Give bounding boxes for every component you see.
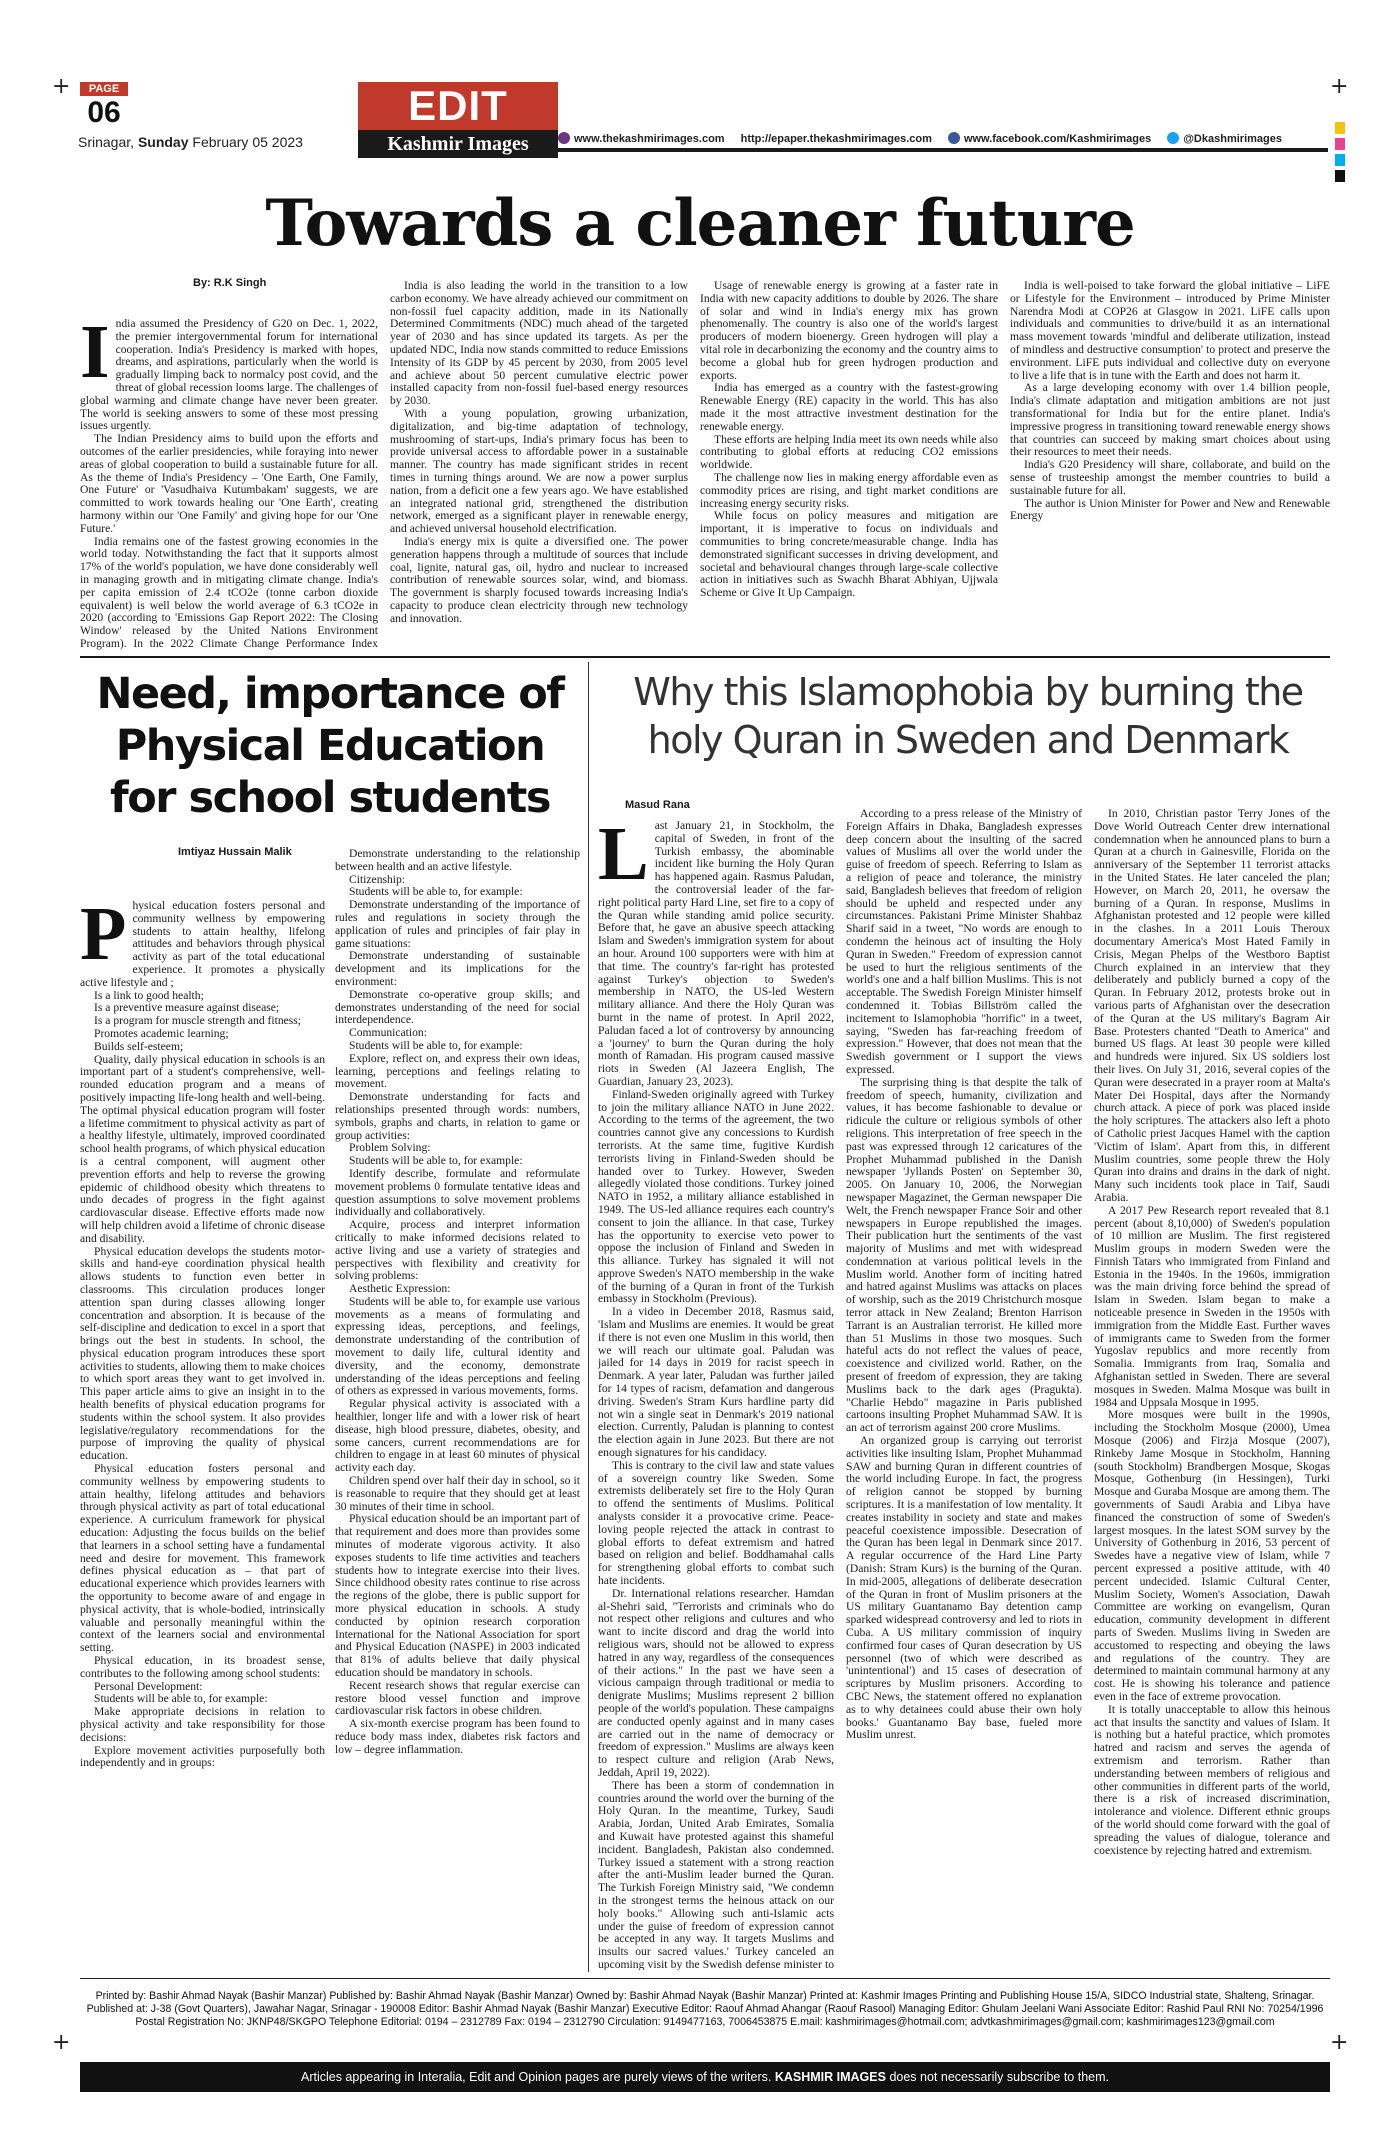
page-number: 06 — [87, 96, 121, 129]
article2-headline: Need, importance of Physical Education for school students — [96, 669, 564, 823]
article1-col1: India assumed the Presidency of G20 on Dec. 1, 2022, the premier intergovernmental forum for international cooperation. India's Presidency is marked with hopes, dreams, and aspirations, particularly when the world is gradually limping back to normalcy post covid, and the threat of global recession looms large. The challenges of global warming and climate change have never been greater. The world is seeking answers to some of these most pressing issues urgently. The Indian Presidency aims to build upon the efforts and outcomes of the earlier presidencies, while foraying into newer areas of global cooperation to build a sustainable future for all. As the theme of India's Presidency – 'One Earth, One Family, One Future' or 'Vasudhaiva Kutumbakam' suggests, we are committed to work towards healing our 'One Earth', creating harmony within our 'One Family' and giving hope for our 'One Future.' India remains one of the fastest growing economies in the world today. Notwithstanding the fact that it supports almost 17% of the world's population, we have done considerably well in managing growth and in mitigating climate change. India's per capita emission of 2.4 tCO2e (tonne carbon dioxide equivalent) is well below the world average of 6.3 tCO2e in 2020 (according to 'Emissions Gap Report 2022: The Closing Window' released by the United Nations Environment Program). In the 2022 Climate Change Performance Index — [80, 318, 378, 650]
color-registration-bar — [1335, 122, 1345, 186]
color-swatch-black — [1335, 170, 1345, 182]
article1-dropcap: I — [80, 318, 110, 394]
article3-col2: According to a press release of the Ministry of Foreign Affairs in Dhaka, Bangladesh expresses deep concern about the insulting of the sacred values of Muslims all over the world under the guise of freedom of speech. Referring to Islam as a religion of peace and tolerance, the ministry said, Bangladesh believes that freedom of religion should be upheld and respected under any circumstances. Pakistani Prime Minister Shahbaz Sharif said in a tweet, "No words are enough to condemn the heinous act of insulting the Holy Quran in Sweden." Freedom of expression cannot be used to hurt the religious sentiments of the world's one and a half billion Muslims. This is not acceptable. The Swedish Foreign Minister himself condemned it. Tobias Billström called the incitement to Islamophobia "horrific" in a tweet, saying, "Sweden has far-reaching freedom of expression." However, that does not mean that the Swedish government or I support the views expressed. The surprising thing is that despite the talk of freedom of speech, humanity, civilization and values, it has become fashionable to devalue or ridicule the culture or religious symbols of other religions. This interpretation of free speech in the past was expressed through 12 caricatures of the Prophet Muhammad published in the Danish newspaper 'Jyllands Posten' on September 30, 2005. On January 10, 2006, the Norwegian newspaper Magazinet, the German newspaper Die Welt, the French newspaper France Soir and other newspapers in Europe republished the images. Their publication hurt the sentiments of the vast majority of Muslims and met with widespread condemnation at various political levels in the Muslim world. Another form of inciting hatred and hatred against Muslims was attacks on places of worship, such as the 2019 Christchurch mosque terror attack in New Zealand; Brenton Harrison Tarrant is an Australian terrorist. He killed more than 51 Muslims in those two mosques. Such hateful acts do not reflect the values of peace, coexistence and civilized world. Rather, on the present of freedom of expression, they are taking Muslims back to the dark ages (Pragukta). "Charlie Hebdo" magazine in Paris published cartoons insulting Prophet Muhammad SAW. It is an act of terrorism against 200 crore Muslims. An organized group is carrying out terrorist activities like insulting Islam, Prophet Muhammad SAW and burning Quran in different countries of the world including Europe. In fact, the progress of religion cannot be stopped by burning scriptures. It is a manifestation of low mentality. It creates instability in society and state and makes peaceful coexistence impossible. Desecration of the Quran has been legal in Denmark since 2017. A regular occurrence of the Hard Line Party (Danish: Stram Kurs) is the burning of the Quran. In mid-2005, allegations of deliberate desecration of the Quran in front of Muslim prisoners at the US military Guantanamo Bay detention camp sparked widespread controversy and led to riots in Cuba. A US military commission of inquiry confirmed four cases of Quran desecration by US personnel (two of which were described as 'unintentional') and 15 cases of desecration of scriptures by Muslim prisoners. According to CBC News, the statement offered no explanation as to why detainees could abuse their own holy books.' Guantanamo Bay base, fueled more Muslim unrest. — [846, 808, 1082, 1742]
masthead-rule — [558, 148, 1328, 152]
masthead-links — [558, 132, 1328, 145]
facebook-link[interactable]: www.facebook.com/Kashmirimages — [948, 132, 1151, 145]
color-swatch-yellow — [1335, 122, 1345, 134]
website-link[interactable]: www.thekashmirimages.com — [558, 132, 725, 145]
date-day: Sunday — [137, 134, 189, 150]
imprint — [80, 1990, 1330, 2029]
crop-mark-bottom-right: + — [1330, 2030, 1349, 2055]
twitter-icon — [1167, 132, 1179, 144]
article1-col3: Usage of renewable energy is growing at a faster rate in India with new capacity additions to double by 2026. The share of solar and wind in India's energy mix has grown phenomenally. The country is also one of the world's largest producers of modern bioenergy. Green hydrogen will play a vital role in decarbonizing the economy and the country aims to become a global hub for green hydrogen production and exports. India has emerged as a country with the fastest-growing Renewable Energy (RE) capacity in the world. This has also made it the most attractive investment destination for the renewable energy. These efforts are helping India meet its own needs while also contributing to global efforts at reducing CO2 emissions worldwide. The challenge now lies in making energy affordable even as commodity prices are rising, and tight market conditions are increasing energy security risks. While focus on policy measures and mitigation are important, it is imperative to focus on individuals and communities to bring concrete/measurable change. India has demonstrated significant successes in driving development, and societal and behavioural changes through large-scale collective action in initiatives such as Swachh Bharat Abhiyan, Ujjwala Scheme or Give It Up Campaign. — [700, 280, 998, 600]
crop-mark-bottom-left: + — [52, 2030, 71, 2055]
article1-headline: Towards a cleaner future — [265, 186, 1135, 261]
date-prefix: Srinagar, — [78, 134, 138, 150]
article1-col2: India is also leading the world in the transition to a low carbon economy. We have already achieved our commitment on non-fossil fuel capacity addition, made in its Nationally Determined Commitments (NDC) much ahead of the targeted year of 2030 and has since updated its targets. As per the updated NDC, India now stands committed to reduce Emissions Intensity of its GDP by 45 percent by 2030, from 2005 level and achieve about 50 percent cumulative electric power installed capacity from non-fossil fuel-based energy resources by 2030. With a young population, growing urbanization, digitalization, and big-time adaptation of technology, mushrooming of start-ups, India's primary focus has been to provide universal access to affordable power in a sustainable manner. The country has made significant strides in recent times in turning things around. We are now a power surplus nation, from a deficit one a few years ago. We have established an integrated national grid, strengthened the distribution network, emerged as a significant player in renewable energy, and achieved universal household electrification. India's energy mix is quite a diversified one. The power generation happens through a multitude of sources that include coal, lignite, natural gas, oil, hydro and nuclear to increased contribution of renewable sources solar, wind, and biomass. The government is sharply focused towards increasing India's capacity to produce clean electricity through new technology and innovation. — [390, 280, 688, 625]
globe-icon — [558, 132, 570, 144]
disclaimer-brand: KASHMIR IMAGES — [774, 2070, 886, 2084]
article1-col4: India is well-poised to take forward the global initiative – LiFE or Lifestyle for the Environment – introduced by Prime Minister Narendra Modi at COP26 at Glasgow in 2021. LiFE calls upon individuals and communities to drive/build it as an international mass movement towards 'mindful and deliberate utilization, instead of mindless and destructive consumption' to protect and preserve the environment. LiFE puts individual and collective duty on everyone to live a life that is in tune with the Earth and does not harm it. As a large developing economy with over 1.4 billion people, India's climate adaptation and mitigation ambitions are not just transformational for India but for the entire planet. India's impressive progress in transitioning toward renewable energy shows that countries can succeed by making smart choices about using their resources to meet their needs. India's G20 Presidency will share, collaborate, and build on the sense of trusteeship amongst the member countries to build a sustainable future for all. The author is Union Minister for Power and New and Renewable Energy — [1010, 280, 1330, 523]
article2-col2: Demonstrate understanding to the relationship between health and an active lifestyle. Citizenship: Students will be able to, for example: Demonstrate understanding of the importance of rules and regulations in society through the application of rules and principles of fair play in game situations: Demonstrate understanding of sustainable development and its implications for the environment: Demonstrate co-operative group skills; and demonstrates understanding of the need for social interdependence. Communication: Students will be able to, for example: Explore, reflect on, and express their own ideas, learning, perceptions and feelings relating to movement. Demonstrate understanding for facts and relationships presented through words: numbers, symbols, graphs and charts, in relation to game or group activities: Problem Solving: Students will be able to, for example: Identify describe, formulate and reformulate movement problems 0 formulate tentative ideas and question assumptions to solve movement problems individually and collaboratively. Acquire, process and interpret information critically to make informed decisions related to active living and use a variety of strategies and perspectives with flexibility and creativity for solving problems: Aesthetic Expression: Students will be able to, for example use various movements as a means of formulating and expressing ideas, perceptions, and feelings, demonstrate understanding of the contribution of movement to daily life, cultural identity and diversity, and the economy, demonstrate understanding of the ideas perceptions and feeling of others as expressed in various movements, forms. Regular physical activity is associated with a healthier, longer life and with a lower risk of heart disease, high blood pressure, diabetes, obesity, and some cancers, current recommendations are for children to engage in at least 60 minutes of physical activity each day. Children spend over half their day in school, so it is reasonable to require that they should get at least 30 minutes of their time in school. Physical education should be an important part of that requirement and does more than provides some minutes of moderate vigorous activity. It also exposes students to life time activities and teachers students how to integrate exercise into their lives. Since childhood obesity rates continue to rise across the regions of the globe, there is public support for more physical education in schools. A study conducted by opinion research corporation International for the National Association for sport and Physical Education (NASPE) in 2003 indicated that 81% of adults believe that daily physical education should be mandatory in schools. Recent research shows that regular exercise can restore blood vessel function and improve cardiovascular risk factors in obese children. A six-month exercise program has been found to reduce body mass index, diabetes risk factors and low – degree inflammation. — [335, 848, 580, 1756]
article1-byline: By: R.K Singh — [193, 277, 267, 289]
article2-col1: Physical education fosters personal and community wellness by empowering students to attain healthy, lifelong attitudes and behaviors through physical activity as part of the total educational experience. It promotes a physically active lifestyle and ; Is a link to good health; Is a preventive measure against disease; Is a program for muscle strength and fitness; Promotes academic learning; Builds self-esteem; Quality, daily physical education in schools is an important part of a student's comprehensive, well-rounded education program and a means of positively impacting life-long health and well-being. The optimal physical education program will foster a lifetime commitment to physical activity as part of a healthy lifestyle, ultimately, improved coordinated school health programs, of which physical education is a central component, will augment other prevention efforts and help to reverse the growing epidemic of childhood obesity which threatens to undo decades of progress in the fight against cardiovascular disease. Effective efforts made now will help children avoid a lifetime of chronic disease and disability. Physical education develops the students motor-skills and hand-eye coordination physical health allows students to function even better in classrooms. This circulation produces longer attention span during classes allowing longer concentration and absorption. It is because of the self-discipline and dedication to excel in a sport that brings out the best in students. In school, the physical education program introduces these sport activities to students, allowing them to make choices to which sport areas they want to get involved in. This paper article aims to give an insight in to the health benefits of physical education programs for students within the school system. It also provides legislative/regulatory recommendations for the purpose of improving the quality of physical education. Physical education fosters personal and community wellness by empowering students to attain healthy, lifelong attitudes and behaviors through physical activity as part of total educational experience. A curriculum framework for physical education: Adjusting the focus builds on the belief that learners in a school setting have a fundamental need and desire for movement. This framework defines physical education as – that part of educational experience which provides learners with the opportunity to become aware of and engage in physical activity, that is whole-bodied, intrinsically valuable and personally meaningful within the context of the learners social and environmental setting. Physical education, in its broadest sense, contributes to the following among school students: Personal Development: Students will be able to, for example: Make appropriate decisions in relation to physical activity and take responsibility for those decisions: Explore movement activities purposefully both independently and in groups: — [80, 900, 325, 1770]
color-swatch-cyan — [1335, 154, 1345, 166]
epaper-link[interactable]: http://epaper.thekashmirimages.com — [740, 132, 932, 145]
section-divider — [80, 656, 1330, 658]
dateline — [78, 134, 303, 150]
article2-byline: Imtiyaz Hussain Malik — [178, 846, 292, 858]
section-logo — [358, 82, 558, 162]
color-swatch-magenta — [1335, 138, 1345, 150]
column-divider — [588, 662, 589, 1972]
article3-byline: Masud Rana — [625, 799, 690, 811]
page-number-tag — [80, 82, 128, 130]
disclaimer-bar: Articles appearing in Interalia, Edit and Opinion pages are purely views of the writers. KASHMIR IMAGES does not necessarily subscribe to them. — [80, 2062, 1330, 2092]
crop-mark-top-left: + — [52, 74, 71, 99]
imprint-line-1: Printed by: Bashir Ahmad Nayak (Bashir Manzar) Published by: Bashir Ahmad Nayak (Bashir Manzar) Owned by: Bashir Ahmad Nayak (Bashir Manzar) Printed at: Kashmir Images Printing and Publishing House 15/A, SIDCO Industrial state, Shalteng, Srinagar. — [95, 1990, 1315, 2002]
article2-dropcap: P — [80, 900, 127, 976]
article3-col1: Last January 21, in Stockholm, the capital of Sweden, in front of the Turkish embassy, the abominable incident like burning the Holy Quran has happened again. Rasmus Paludan, the controversial leader of the far-right political party Hard Line, set fire to a copy of the Quran while standing amid police security. Before that, he gave an abusive speech attacking Islam and Sweden's immigration system for about an hour. Around 100 supporters were with him at that time. The country's far-right has protested against Turkey's objection to Sweden's membership in NATO, the US-led Western military alliance. And there the Holy Quran was burnt in the name of protest. In April 2022, Paludan faced a lot of controversy by announcing a 'journey' to burn the Quran during the holy month of Ramadan. His program caused massive riots in Sweden (Al Jazeera English, The Guardian, January 23, 2023). Finland-Sweden originally agreed with Turkey to join the military alliance NATO in June 2022. According to the terms of the agreement, the two countries cannot give any concessions to Kurdish terrorists. At the same time, fugitive Kurdish terrorists living in Finland-Sweden should be handed over to Turkey. However, Sweden allegedly violated those conditions. Turkey joined NATO in 1952, a military alliance established in 1949. The US-led alliance requires each country's consent to join the alliance. In that case, Turkey has the opportunity to exercise veto power to oppose the inclusion of Finland and Sweden in this alliance. Turkey has signaled it will not approve Sweden's NATO membership in the wake of the burning of a Quran in front of the Turkish embassy in Stockholm (Previous). In a video in December 2018, Rasmus said, 'Islam and Muslims are enemies. It would be great if there is not even one Muslim in this world, then we will reach our ultimate goal. Paludan was jailed for 14 days in 2019 for racist speech in Denmark. A year later, Paludan was further jailed for 14 types of racism, defamation and dangerous driving. Sweden's Stram Kurs hardline party did not win a single seat in Denmark's 2019 national election. Currently, Paludan is planning to contest the election again in June 2023. But there are not enough signatures for his candidacy. This is contrary to the civil law and state values of a sovereign country like Sweden. Some extremists deliberately set fire to the Holy Quran to offend the sentiments of Muslims. Political analysts consider it a provocative crime. Peace-loving people rejected the attack in contrast to global efforts to defeat extremism and hatred based on religion and belief. Boddhamahal calls for strengthening global efforts to combat such hate incidents. Dr. International relations researcher. Hamdan al-Shehri said, "Terrorists and criminals who do not respect other religions and cultures and who want to incite discord and drag the world into religious wars, should not be allowed to express hatred in any way, regardless of the consequences of their actions." In the past we have seen a vicious campaign through traditional or media to denigrate Muslims; Muslims represent 2 billion people of the world's population. These campaigns are conducted openly against and in many cases are carried out in the name of democracy or freedom of expression." Muslims are always keen to respect culture and religion (Arab News, Jeddah, April 19, 2022). There has been a storm of condemnation in countries around the world over the burning of the Holy Quran. In the meantime, Turkey, Saudi Arabia, Jordan, United Arab Emirates, Somalia and Kuwait have protested against this shameful incident. Bangladesh, Pakistan also condemned. Turkey issued a statement with a strong reaction after the anti-Muslim leader burned the Quran. The Turkish Foreign Ministry said, "We condemn in the strongest terms the heinous attack on our holy books." Allowing such anti-Islamic acts under the guise of freedom of expression cannot be accepted in any way. It targets Muslims and insults our sacred values.' Turkey canceled an upcoming visit by the Swedish defense minister to — [598, 820, 834, 1970]
page-label: PAGE — [80, 82, 128, 96]
article3-col3: In 2010, Christian pastor Terry Jones of the Dove World Outreach Center drew international condemnation when he announced plans to burn a Quran at a church in Gainesville, Florida on the anniversary of the September 11 terrorist attacks in the United States. He later canceled the plan; However, on March 20, 2011, he oversaw the burning of a Quran. In response, Muslims in Afghanistan protested and 12 people were killed in the clashes. In a 2011 Louis Theroux documentary America's Most Hated Family in Crisis, Megan Phelps of the Westboro Baptist Church explained in an interview that they deliberately and publicly burned a copy of the Quran. In February 2012, protests broke out in various parts of Afghanistan over the desecration of the Quran at the US military's Bagram Air Base. Protesters chanted "Death to America" and burned US flags. At least 30 people were killed and hundreds were injured. Six US soldiers lost their lives. On July 31, 2016, several copies of the Quran were desecrated in a prayer room at Malta's Mater Dei Hospital, days after the Normandy church attack. A piece of pork was placed inside the holy scriptures. The attackers also left a photo of Catholic priest Jacques Hamel with the caption 'Victim of Islam'. Apart from this, in different Muslim countries, some people threw the Holy Quran into drains and drains in the dark of night. Many such incidents took place in Taif, Saudi Arabia. A 2017 Pew Research report revealed that 8.1 percent (about 8,10,000) of Sweden's population of 10 million are Muslim. The first registered Muslim groups in modern Sweden were the Finnish Tatars who immigrated from Finland and Estonia in the 1940s. In the 1960s, immigration was the main driving force behind the spread of Islam in Sweden. Islam began to make a noticeable presence in Sweden in the 1950s with immigration from the Middle East. Further waves of immigrants came to Sweden from the former Yugoslav republics and more recently from Somalia. Immigrants from Iraq, Somalia and Afghanistan settled in Sweden. There are several mosques in Sweden. Malma Mosque was built in 1984 and Uppsala Mosque in 1995. More mosques were built in the 1990s, including the Stockholm Mosque (2000), Umea Mosque (2006) and Firzja Mosque (2007), Rinkeby Jame Mosque in Stockholm, Hanning (south Stockholm) Brandbergen Mosque, Skogas Mosque, Gothenburg (in Hessingen), Turki Mosque and Guraba Mosque are among them. The governments of Saudi Arabia and Libya have financed the construction of some of Sweden's largest mosques. In the latest SOM survey by the University of Gothenburg in 2016, 53 percent of Swedes have a negative view of Islam, while 7 percent expressed a positive attitude, with 40 percent undecided. Islamic Cultural Center, Muslim Society, Women's Association, Dawah Committee are working on evangelism, Quran education, community development in different parts of Sweden. Muslims living in Sweden are accustomed to respecting and obeying the laws and regulations of the country. They are determined to maintain communal harmony at any cost. He is showing his tolerance and patience even in the face of extreme provocation. It is totally unacceptable to allow this heinous act that insults the sanctity and values of Islam. It is nothing but a hateful practice, which promotes hatred and racism and serves the agenda of extremism and terrorism. Rather than understanding between members of religious and other communities in different parts of the world, there is a risk of increased discrimination, intolerance and violence. Different ethnic groups of the world should come forward with the goal of spreading the values of dialogue, tolerance and coexistence by rejecting hatred and extremism. — [1094, 808, 1330, 1857]
twitter-link[interactable]: @Dkashmirimages — [1167, 132, 1282, 145]
paper-name: Kashmir Images — [358, 130, 558, 158]
date-rest: February 05 2023 — [188, 134, 303, 150]
imprint-line-3: Postal Registration No: JKNP48/SKGPO Telephone Editorial: 0194 – 2312789 Fax: 0194 – 2312790 Circulation: 9149477163, 7006453875 E.mail: kashmirimages@hotmail.com; advtkashmirimages@gmail.com; kashmirimages123@gmail.com — [135, 2016, 1275, 2028]
article3-headline: Why this Islamophobia by burning the holy Quran in Sweden and Denmark — [633, 670, 1303, 762]
section-name: EDIT — [358, 82, 558, 130]
footer-divider — [80, 1978, 1330, 1979]
crop-mark-top-right: + — [1330, 74, 1349, 99]
article3-dropcap: L — [598, 820, 649, 896]
facebook-icon — [948, 132, 960, 144]
imprint-line-2: Published at: J-38 (Govt Quarters), Jawahar Nagar, Srinagar - 190008 Editor: Bashir Ahmad Nayak (Bashir Manzar) Executive Editor: Raouf Ahmad Ahangar (Raouf Rasool) Managing Editor: Ghulam Jeelani Wani Associate Editor: Rashid Paul RNI No: 70254/1996 — [86, 2003, 1324, 2015]
